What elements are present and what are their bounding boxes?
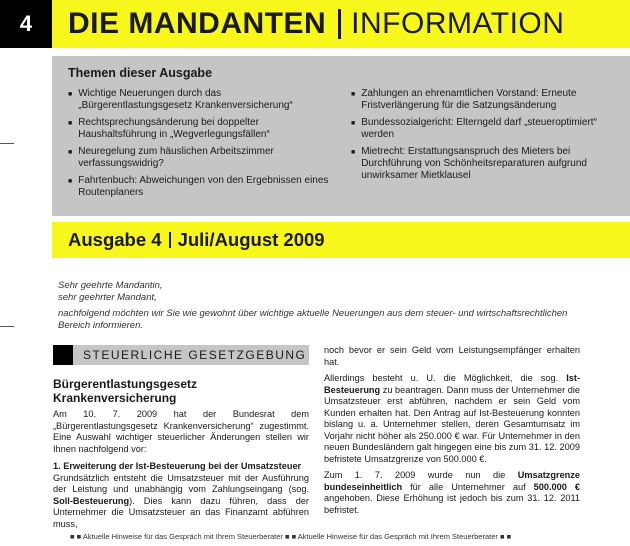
text-run-bold: Umsatzgrenze bundeseinheitlich [324, 470, 580, 492]
topics-left-column [68, 88, 331, 204]
topic-text: ■ Wichtige Neuerungen durch das „Bürgerentlastungsgesetz Krankenversicherung“ [78, 88, 293, 111]
topic-item [351, 146, 614, 182]
topic-text: ■ Bundessozialgericht: Elterngeld darf „steueroptimiert“ werden [361, 117, 597, 140]
text-run-bold: Soll-Besteuerung [53, 495, 130, 506]
article-paragraph: noch bevor er sein Geld vom Leistungsempfänger erhalten hat. [324, 345, 580, 367]
footer-strip: ■ ■ Aktuelle Hinweise für das Gespräch mit Ihrem Steuerberater ■ ■ Aktuelle Hinweise für das Gespräch mit Ihrem Steuerberater ■ ■ [70, 532, 512, 541]
text-run: ). Dies kann dazu führen, dass der Unternehmer die Umsatzsteuer an das Finanzamt abführen muss, [53, 495, 309, 529]
topic-text: ■ Rechtsprechungsänderung bei doppelter Haushaltsführung in „Wegverlegungsfällen“ [78, 117, 270, 140]
article-right-column [324, 345, 580, 521]
text-run: angehoben. Diese Erhöhung ist jedoch bis zum 31. 12. 2011 befristet. [324, 493, 580, 515]
section-marker-icon [53, 345, 73, 365]
topic-item [68, 117, 331, 141]
edition-bar [52, 222, 630, 258]
edition-divider [169, 232, 171, 248]
edition-label: Ausgabe 4 [68, 229, 162, 250]
topic-item [68, 146, 331, 170]
brand-main: DIE MANDANTEN [68, 7, 327, 40]
intro-text: nachfolgend möchten wir Sie wie gewohnt über wichtige aktuelle Neuerungen aus dem steuer- und wirtschaftsrechtlichen Bereich informieren. [58, 308, 568, 331]
topic-text: ■ Fahrtenbuch: Abweichungen von den Ergebnissen eines Routenplaners [78, 175, 329, 198]
text-run-bold: 500.000 € [533, 481, 581, 492]
header-bar [52, 0, 630, 48]
topic-text: ■ Mietrecht: Erstattungsanspruch des Mieters bei Durchführung von Schönheitsreparaturen aufgrund unwirksamer Mietklausel [361, 146, 587, 181]
salutation-line: sehr geehrter Mandant, [58, 292, 157, 303]
text-run-bold: Ist-Besteuerung [324, 373, 580, 395]
salutation-line: Sehr geehrte Mandantin, [58, 280, 163, 291]
brand-sub: INFORMATION [351, 7, 565, 40]
article-paragraph [324, 373, 580, 465]
page-number: 4 [0, 0, 52, 48]
article-title: Bürgerentlastungsgesetz Krankenversicherung [53, 377, 198, 405]
topic-item [68, 88, 331, 112]
text-run: für alle Unternehmer auf [402, 481, 534, 492]
topic-item [351, 117, 614, 141]
topic-text: ■ Zahlungen an ehrenamtlichen Vorstand: Erneute Fristverlängerung für die Satzungsänderung [361, 88, 577, 111]
text-run: Grundsätzlich entsteht die Umsatzsteuer mit der Ausführung der Leistung und unabhängig vom Zahlungseingang (sog. [53, 472, 309, 494]
margin-tick [0, 326, 14, 327]
text-run: zu beantragen. Dann muss der Unternehmer die Umsatzsteuer erst abführen, nachdem er sein Geld vom Kunden erhalten hat. Den Antrag auf Ist-Besteuerung konnten bislang u. a. Unternehmer stellen, deren Gesamtumsatz im Vorjahr nicht höher als 250.000 € war. Für Unternehmer in den neuen Bundesländern galt hingegen eine bis zum 31. 12. 2009 befristete Umsatzgrenze von 500.000 €. [324, 384, 580, 464]
article-paragraph [53, 473, 309, 531]
salutation [58, 280, 163, 304]
text-run: Zum 1. 7. 2009 wurde nun die [324, 470, 518, 480]
section-label: STEUERLICHE GESETZGEBUNG [83, 348, 307, 362]
article-subheading: 1. Erweiterung der Ist-Besteuerung bei der Umsatzsteuer [53, 461, 302, 471]
topics-right-column [351, 88, 614, 204]
topic-text: ■ Neuregelung zum häuslichen Arbeitszimmer verfassungswidrig? [78, 146, 274, 169]
brand-divider [338, 9, 341, 39]
topics-box [52, 56, 630, 216]
article-paragraph [324, 470, 580, 516]
text-run: Allerdings besteht u. U. die Möglichkeit, die sog. [324, 373, 567, 383]
topics-title: Themen dieser Ausgabe [68, 66, 213, 80]
edition-date: Juli/August 2009 [177, 229, 325, 250]
section-header [53, 345, 309, 365]
topics-columns [68, 88, 614, 204]
margin-tick [0, 143, 14, 144]
article-left-column [53, 345, 309, 535]
topic-item [351, 88, 614, 112]
topic-item [68, 175, 331, 199]
article-paragraph: Am 10. 7. 2009 hat der Bundesrat dem „Bürgerentlastungsgesetz Krankenversicherung“ zugestimmt. Eine Auswahl wichtiger steuerlicher Änderungen stellen wir Ihnen nachfolgend vor: [53, 409, 309, 454]
